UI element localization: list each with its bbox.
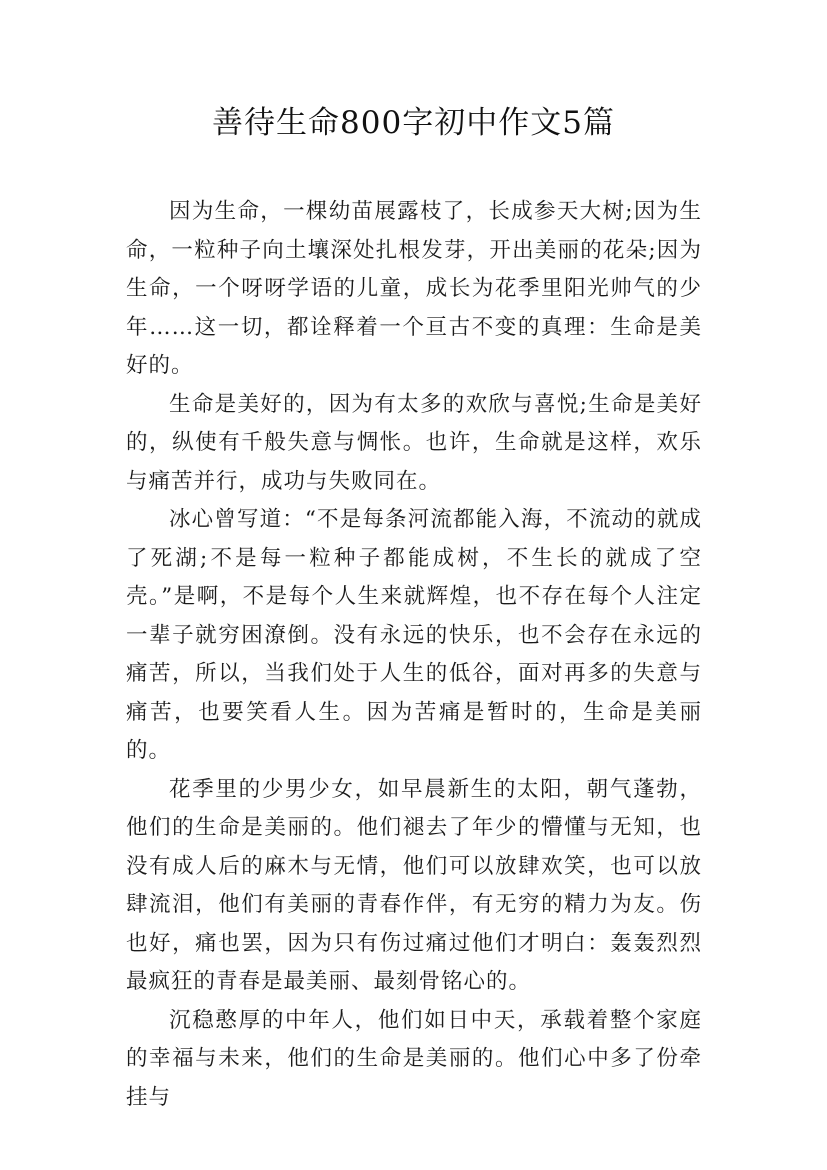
paragraph-2: 生命是美好的，因为有太多的欢欣与喜悦;生命是美好的，纵使有千般失意与惆怅。也许，生命就是这样，欢乐与痛苦并行，成功与失败同在。 bbox=[126, 391, 702, 494]
paragraph-3: 冰心曾写道：“不是每条河流都能入海，不流动的就成了死湖;不是每一粒种子都能成树，不生长的就成了空壳。”是啊，不是每个人生来就辉煌，也不存在每个人注定一辈子就穷困潦倒。没有永远的快乐，也不会存在永远的痛苦，所以，当我们处于人生的低谷，面对再多的失意与痛苦，也要笑看人生。因为苦痛是暂时的，生命是美丽的。 bbox=[126, 507, 702, 763]
paragraph-4: 花季里的少男少女，如早晨新生的太阳，朝气蓬勃，他们的生命是美丽的。他们褪去了年少的懵懂与无知，也没有成人后的麻木与无情，他们可以放肆欢笑，也可以放肆流泪，他们有美丽的青春作伴，有无穷的精力为友。伤也好，痛也罢，因为只有伤过痛过他们才明白：轰轰烈烈最疯狂的青春是最美丽、最刻骨铭心的。 bbox=[126, 776, 702, 994]
document-title: 善待生命800字初中作文5篇 bbox=[212, 105, 615, 141]
document-body bbox=[126, 193, 702, 1117]
paragraph-1: 因为生命，一棵幼苗展露枝了，长成参天大树;因为生命，一粒种子向土壤深处扎根发芽，开出美丽的花朵;因为生命，一个呀呀学语的儿童，成长为花季里阳光帅气的少年……这一切，都诠释着一个亘古不变的真理：生命是美好的。 bbox=[126, 199, 702, 378]
paragraph-5: 沉稳憨厚的中年人，他们如日中天，承载着整个家庭的幸福与未来，他们的生命是美丽的。他们心中多了份牵挂与 bbox=[126, 1007, 702, 1110]
